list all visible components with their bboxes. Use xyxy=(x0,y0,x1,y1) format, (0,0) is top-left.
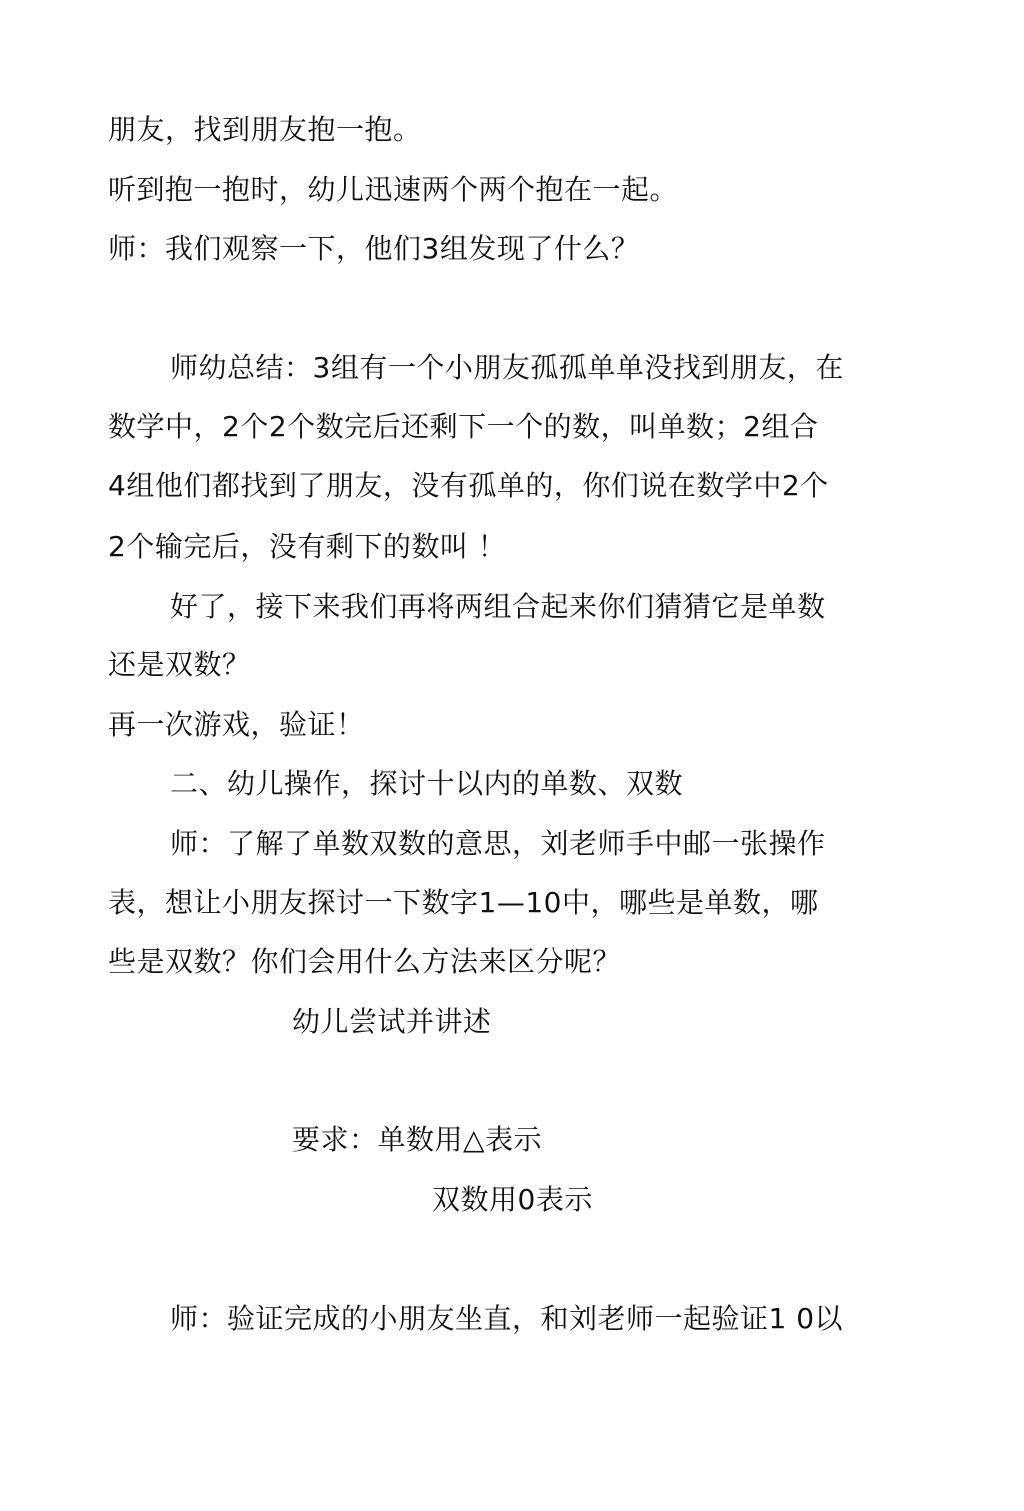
text-line: 双数用0表示 xyxy=(432,1183,593,1216)
text-line: 要求：单数用△表示 xyxy=(292,1123,543,1156)
text-line: 表，想让小朋友探讨一下数字1—10中，哪些是单数，哪 xyxy=(108,886,819,919)
text-line: 还是双数？ xyxy=(108,648,251,681)
text-line: 师：了解了单数双数的意思，刘老师手中邮一张操作 xyxy=(170,827,826,860)
text-line: 幼儿尝试并讲述 xyxy=(292,1005,492,1038)
text-line: 朋友，找到朋友抱一抱。 xyxy=(108,113,422,146)
text-line: 师：验证完成的小朋友坐直，和刘老师一起验证1 0以 xyxy=(170,1302,844,1335)
text-line: 数学中，2个2个数完后还剩下一个的数，叫单数；2组合 xyxy=(108,410,819,443)
text-line: 2个输完后，没有剩下的数叫 ！ xyxy=(108,530,507,563)
text-line: 再一次游戏，验证！ xyxy=(108,708,365,741)
text-line: 师幼总结：3组有一个小朋友孤孤单单没找到朋友，在 xyxy=(170,351,844,384)
text-line: 师：我们观察一下，他们3组发现了什么？ xyxy=(108,232,640,265)
text-line: 些是双数？你们会用什么方法来区分呢？ xyxy=(108,945,622,978)
text-line: 4组他们都找到了朋友，没有孤单的，你们说在数学中2个 xyxy=(108,469,829,502)
text-line: 听到抱一抱时，幼儿迅速两个两个抱在一起。 xyxy=(108,173,679,206)
section-heading: 二、幼儿操作，探讨十以内的单数、双数 xyxy=(170,767,684,800)
text-line: 好了，接下来我们再将两组合起来你们猜猜它是单数 xyxy=(170,590,826,623)
